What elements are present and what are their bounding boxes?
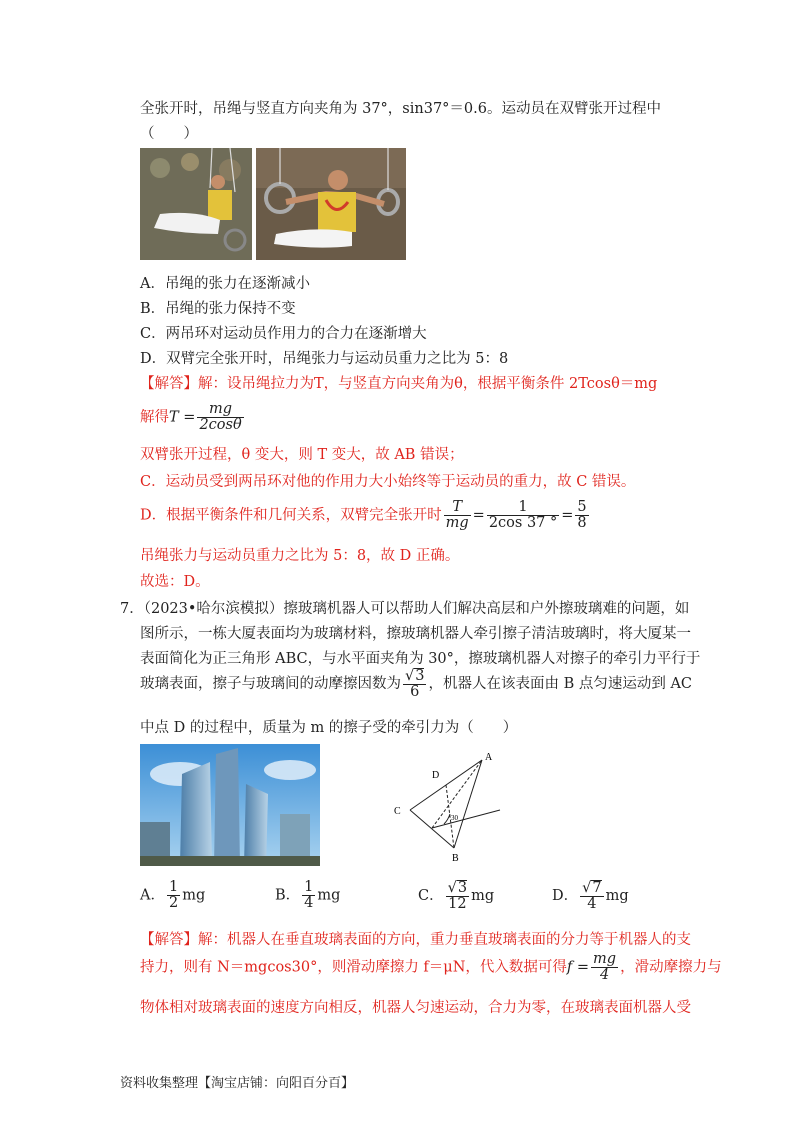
q6-stem-line1: 全张开时，吊绳与竖直方向夹角为 37°，sin37°＝0.6。运动员在双臂张开过程中 xyxy=(140,101,661,117)
footer-text: 资料收集整理【淘宝店铺：向阳百分百】 xyxy=(120,1076,355,1091)
q6-answer-line6: 吊绳张力与运动员重力之比为 5：8，故 D 正确。 xyxy=(140,548,460,564)
q6-option-d: D．双臂完全张开时，吊绳张力与运动员重力之比为 5：8 xyxy=(140,351,509,367)
label-c: C xyxy=(394,806,401,817)
q6-option-b: B．吊绳的张力保持不变 xyxy=(140,301,296,317)
q7-stem-line5: 中点 D 的过程中，质量为 m 的擦子受的牵引力为（ ） xyxy=(140,720,518,736)
label-b: B xyxy=(452,853,459,864)
q7-answer-line2: 持力，则有 N＝mgcos30°，则滑动摩擦力 f＝μN，代入数据可得f = $\frac{mg}{4}$ ，滑动摩擦力与 xyxy=(140,951,722,984)
q6-answer-line3: 双臂张开过程，θ 变大，则 T 变大，故 AB 错误； xyxy=(140,447,464,463)
q6-answer-line4: C．运动员受到两吊环对他的作用力大小始终等于运动员的重力，故 C 错误。 xyxy=(140,474,636,490)
label-d: D xyxy=(432,770,440,781)
q6-answer-line5: D．根据平衡条件和几何关系，双臂完全张开时 $\frac{T}{mg}$ = $\frac{1}{2\cos 37 ^\circ}$ = $\frac{5}{8}$ xyxy=(140,499,587,532)
q7-stem-line3: 表面简化为正三角形 ABC，与水平面夹角为 30°，擦玻璃机器人对擦子的牵引力平行于 xyxy=(140,651,701,667)
q6-option-c: C．两吊环对运动员作用力的合力在逐渐增大 xyxy=(140,326,427,342)
q7-option-a: A． $\frac{1}{2}$ mg xyxy=(140,879,206,912)
q7-option-b: B． $\frac{1}{4}$ mg xyxy=(275,879,341,912)
q6-answer-line7: 故选：D。 xyxy=(140,574,210,590)
label-a: A xyxy=(485,752,493,763)
building-photo xyxy=(140,744,320,866)
q7-option-c: C． $\frac{√3}{12}$ mg xyxy=(418,880,495,913)
q7-stem-line2: 图所示，一栋大厦表面均为玻璃材料，擦玻璃机器人牵引擦子清洁玻璃时，将大厦某一 xyxy=(140,626,691,642)
q6-answer-line1: 【解答】解：设吊绳拉力为T，与竖直方向夹角为θ，根据平衡条件 2Tcosθ＝mg xyxy=(140,376,658,392)
q7-stem-line4: 玻璃表面，擦子与玻璃间的动摩擦因数为 $\frac{√3}{6}$ ，机器人在该表面由 B 点匀速运动到 AC xyxy=(140,668,693,701)
gymnast-photo-right xyxy=(256,148,406,260)
q6-answer-line2: 解得T = $\frac{mg}{2\cos\theta}$ xyxy=(140,401,242,434)
triangle-diagram xyxy=(388,748,508,866)
q7-stem-line1: 7．（2023•哈尔滨模拟）擦玻璃机器人可以帮助人们解决高层和户外擦玻璃难的问题，如 xyxy=(120,601,690,617)
q6-stem-line2: （ ） xyxy=(140,126,198,142)
q7-answer-line3: 物体相对玻璃表面的速度方向相反，机器人匀速运动，合力为零，在玻璃表面机器人受 xyxy=(140,1000,691,1016)
gymnast-photo-left xyxy=(140,148,252,260)
q6-option-a: A．吊绳的张力在逐渐减小 xyxy=(140,276,310,292)
label-angle: 30 xyxy=(451,814,458,822)
q7-option-d: D． $\frac{√7}{4}$ mg xyxy=(552,880,629,913)
q7-answer-line1: 【解答】解：机器人在垂直玻璃表面的方向，重力垂直玻璃表面的分力等于机器人的支 xyxy=(140,932,691,948)
